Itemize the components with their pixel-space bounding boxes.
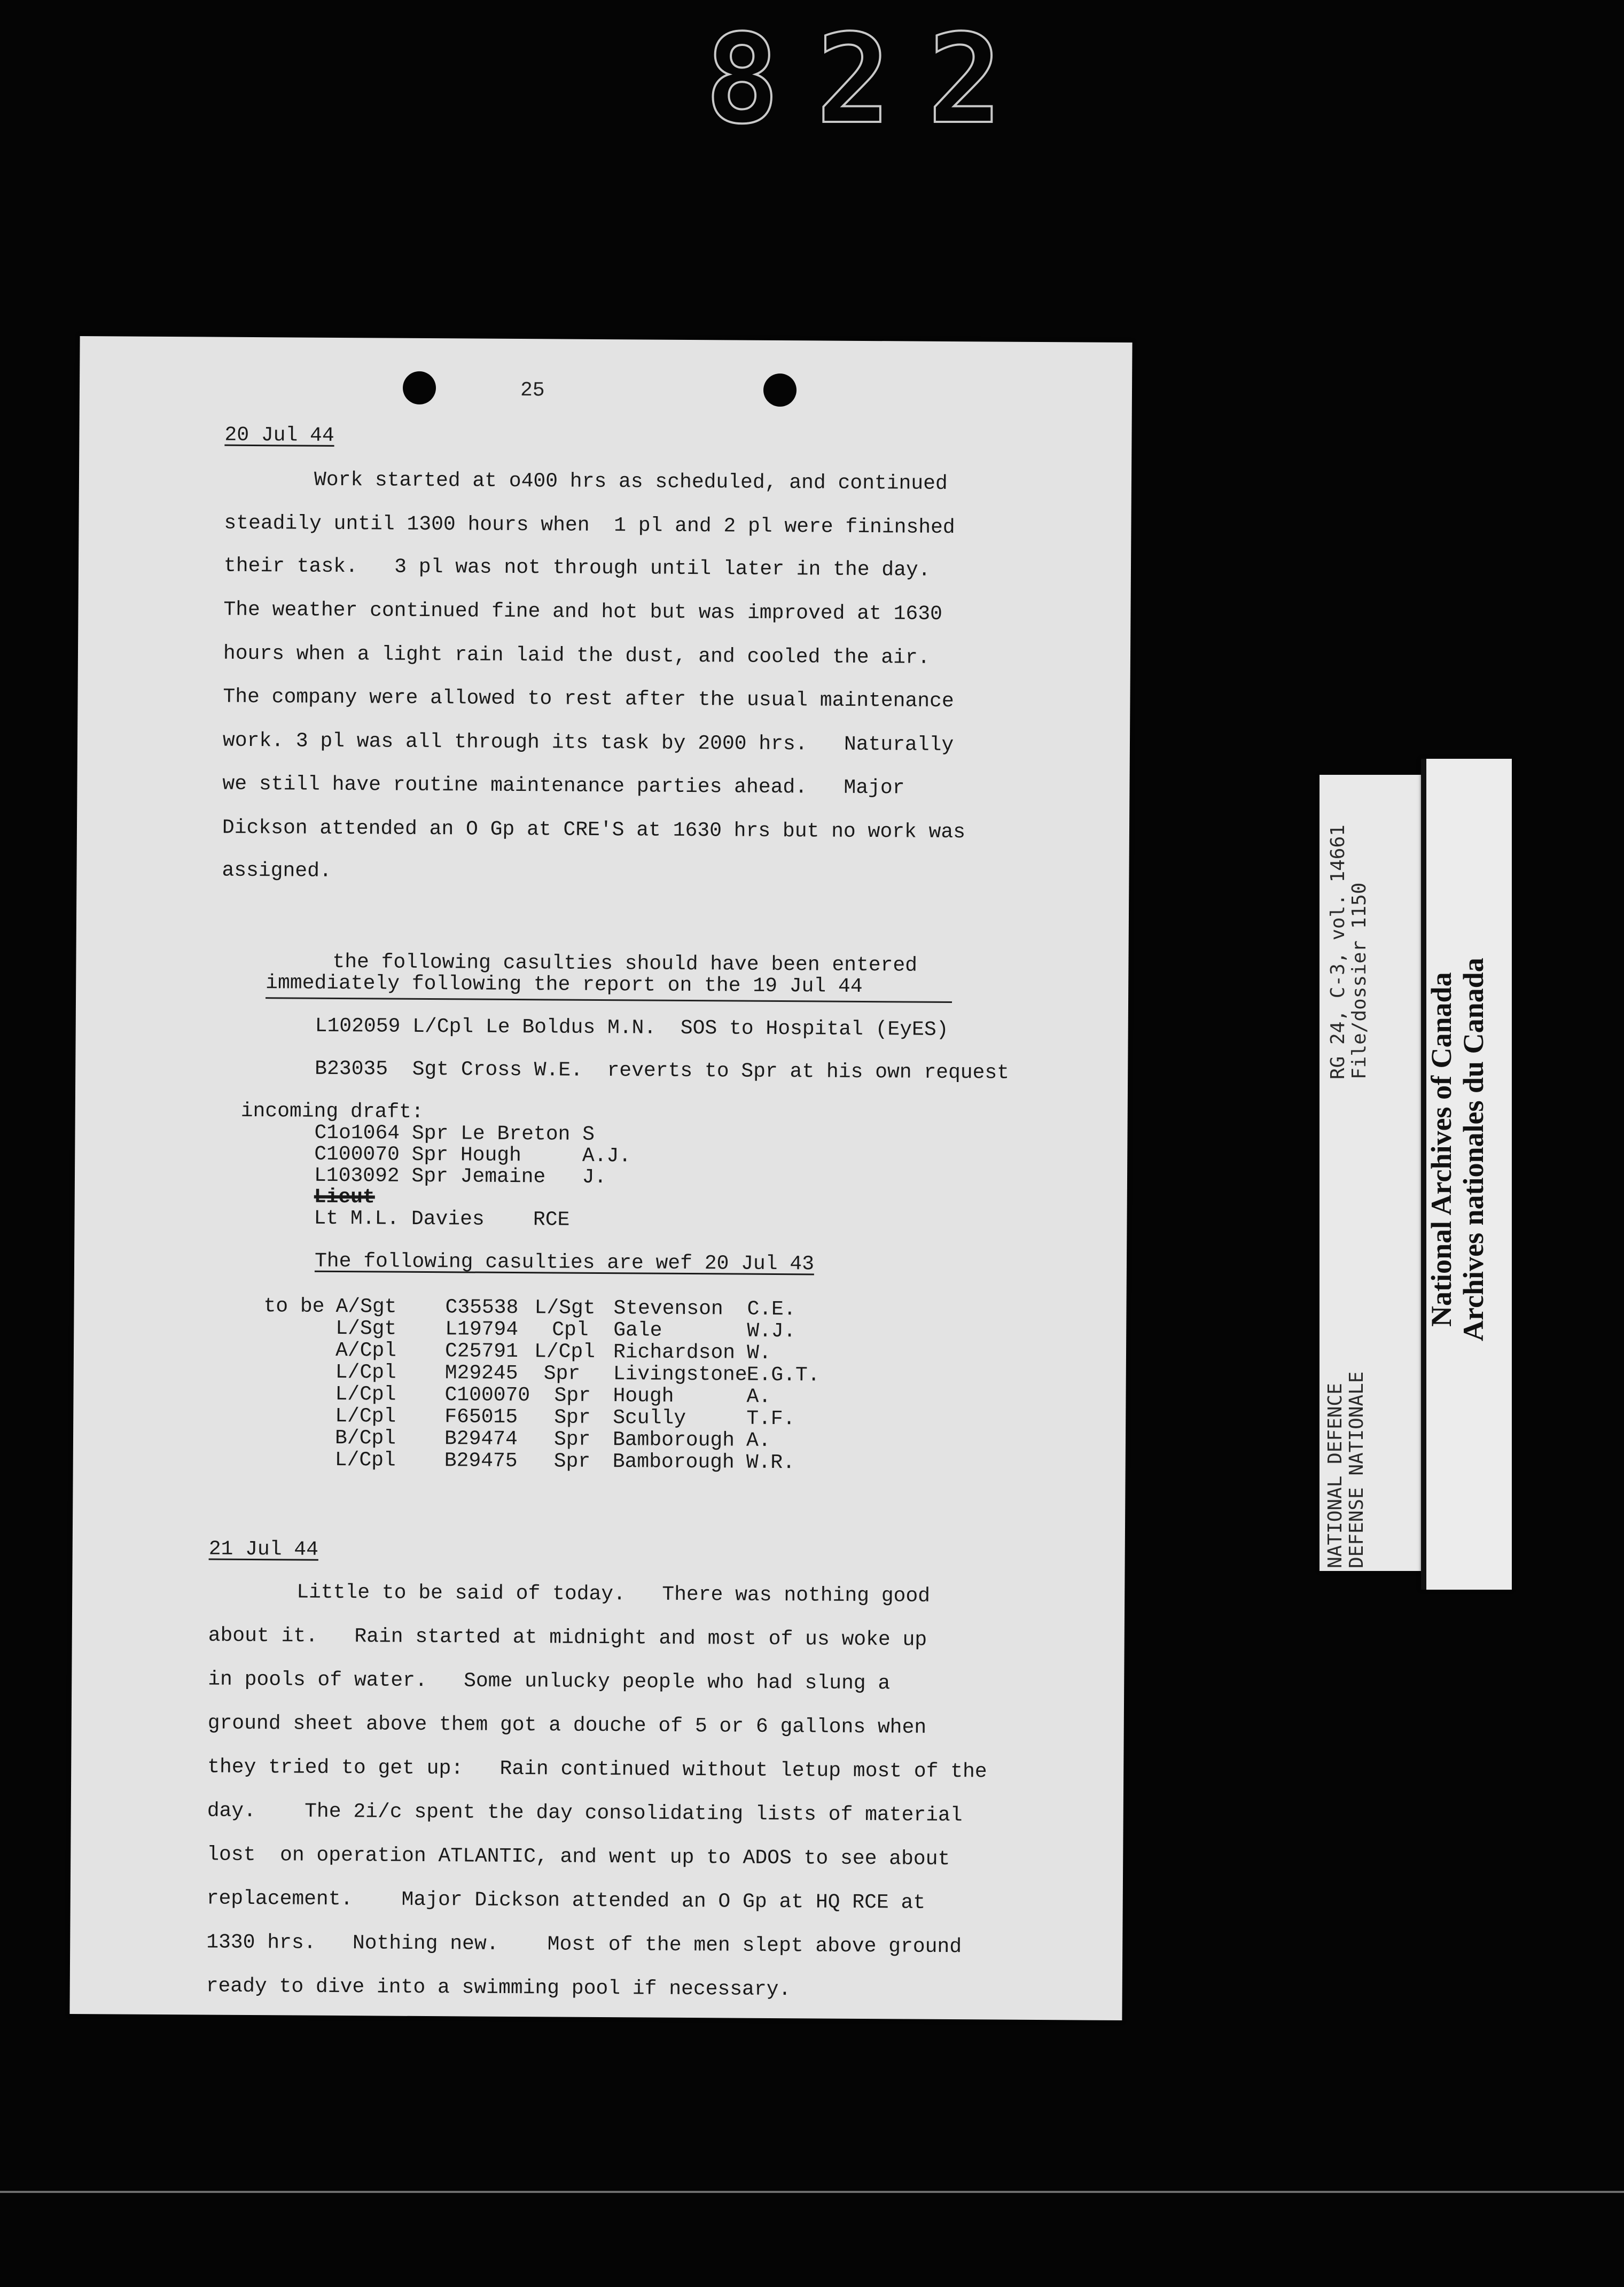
entry-line: The weather continued fine and hot but was improved at 1630 bbox=[223, 598, 943, 626]
soldier-initials: E.G.T. bbox=[746, 1363, 820, 1387]
entry-line: Work started at o400 hrs as scheduled, and continued bbox=[314, 468, 948, 495]
entry-line: hours when a light rain laid the dust, and cooled the air. bbox=[223, 642, 930, 670]
rank-to: A/Sgt bbox=[335, 1295, 397, 1319]
rank-to: L/Sgt bbox=[335, 1317, 397, 1341]
entry-line: we still have routine maintenance parties ahead. Major bbox=[222, 772, 905, 800]
wef-heading: The following casulties are wef 20 Jul 43 bbox=[314, 1249, 815, 1276]
rank-to: L/Cpl bbox=[335, 1404, 396, 1428]
service-number: B29475 bbox=[444, 1449, 518, 1473]
entry-date: 21 Jul 44 bbox=[208, 1537, 319, 1561]
document-page bbox=[69, 336, 1132, 2020]
soldier-initials: W.J. bbox=[747, 1319, 796, 1343]
note-line: the following casulties should have been entered bbox=[332, 950, 918, 977]
entry-date: 20 Jul 44 bbox=[224, 423, 334, 447]
rank-to: L/Cpl bbox=[335, 1360, 396, 1384]
archive-reference bbox=[1328, 824, 1370, 1079]
microfilm-frame-number: 822 bbox=[705, 9, 1040, 151]
soldier-name: Livingstone bbox=[613, 1363, 747, 1387]
soldier-name: Stevenson bbox=[613, 1297, 723, 1321]
service-number: B29474 bbox=[444, 1427, 518, 1451]
rank-from: Spr bbox=[553, 1428, 591, 1451]
soldier-initials: A. bbox=[746, 1429, 771, 1452]
entry-line: ready to dive into a swimming pool if necessary. bbox=[206, 1974, 791, 2002]
draft-line: C1o1064 Spr Le Breton S bbox=[314, 1121, 595, 1146]
soldier-name: Richardson bbox=[613, 1341, 736, 1365]
entry-line: lost on operation ATLANTIC, and went up to ADOS to see about bbox=[207, 1843, 950, 1871]
entry-line: steadily until 1300 hours when 1 pl and 2 pl were fininshed bbox=[224, 511, 955, 540]
entry-line: Dickson attended an O Gp at CRE'S at 1630 hrs but no work was bbox=[222, 816, 966, 844]
service-number: L19794 bbox=[445, 1318, 519, 1342]
entry-line: work. 3 pl was all through its task by 2000 hrs. Naturally bbox=[222, 729, 954, 757]
draft-line-struck: Lieut bbox=[314, 1185, 375, 1209]
entry-line: in pools of water. Some unlucky people who had slung a bbox=[208, 1668, 891, 1695]
page-number: 25 bbox=[520, 379, 545, 402]
archives-name bbox=[1425, 958, 1489, 1341]
rank-from: Spr bbox=[553, 1450, 591, 1473]
casualty-entry: L102059 L/Cpl Le Boldus M.N. SOS to Hospital (EyES) bbox=[315, 1014, 949, 1041]
service-number: M29245 bbox=[444, 1362, 518, 1386]
archive-reference-line: File/dossier 1150 bbox=[1348, 882, 1370, 1079]
entry-line: they tried to get up: Rain continued without letup most of the bbox=[207, 1755, 987, 1784]
entry-line: replacement. Major Dickson attended an O Gp at HQ RCE at bbox=[206, 1887, 926, 1915]
rank-from: L/Cpl bbox=[534, 1340, 596, 1364]
film-edge-line bbox=[0, 2191, 1624, 2193]
appointments-prefix: to be bbox=[263, 1295, 325, 1318]
defence-stamp-line: DEFENSE NATIONALE bbox=[1346, 1371, 1368, 1568]
entry-line: The company were allowed to rest after the usual maintenance bbox=[223, 685, 954, 713]
soldier-name: Hough bbox=[613, 1384, 674, 1408]
rank-from: Cpl bbox=[552, 1318, 589, 1342]
service-number: C35538 bbox=[445, 1296, 519, 1320]
soldier-name: Gale bbox=[613, 1319, 662, 1342]
archive-reference-line: RG 24, C-3, vol. 14661 bbox=[1327, 824, 1349, 1079]
rank-to: L/Cpl bbox=[335, 1382, 396, 1406]
rank-from: Spr bbox=[543, 1362, 581, 1386]
soldier-initials: A. bbox=[746, 1385, 771, 1409]
entry-line: Little to be said of today. There was nothing good bbox=[296, 1581, 931, 1608]
rank-from: L/Sgt bbox=[534, 1296, 596, 1320]
soldier-name: Scully bbox=[613, 1406, 686, 1430]
soldier-initials: W. bbox=[746, 1341, 771, 1365]
entry-line: about it. Rain started at midnight and most of us woke up bbox=[208, 1624, 927, 1652]
entry-line: ground sheet above them got a douche of 5 or 6 gallons when bbox=[207, 1712, 927, 1739]
punch-hole bbox=[403, 371, 436, 404]
rank-to: L/Cpl bbox=[334, 1448, 396, 1472]
archives-name-en: National Archives of Canada bbox=[1425, 972, 1457, 1327]
soldier-initials: W.R. bbox=[746, 1451, 795, 1475]
service-number: C100070 bbox=[444, 1383, 530, 1407]
archives-name-fr: Archives nationales du Canada bbox=[1457, 958, 1489, 1341]
draft-heading: incoming draft: bbox=[240, 1099, 424, 1124]
soldier-initials: C.E. bbox=[747, 1297, 796, 1321]
note-line: immediately following the report on the 19 Jul 44 bbox=[266, 971, 863, 998]
defence-stamp-line: NATIONAL DEFENCE bbox=[1324, 1383, 1346, 1568]
entry-line: day. The 2i/c spent the day consolidating lists of material bbox=[207, 1799, 963, 1827]
entry-line: assigned. bbox=[222, 859, 332, 883]
punch-hole bbox=[763, 374, 797, 407]
entry-line: 1330 hrs. Nothing new. Most of the men slept above ground bbox=[206, 1931, 962, 1959]
rank-from: Spr bbox=[554, 1406, 591, 1429]
draft-line: Lt M.L. Davies RCE bbox=[314, 1207, 570, 1232]
soldier-initials: T.F. bbox=[746, 1407, 795, 1431]
service-number: C25791 bbox=[444, 1340, 518, 1364]
rank-to: A/Cpl bbox=[335, 1339, 397, 1363]
soldier-name: Bamborough bbox=[612, 1450, 735, 1474]
entry-line: their task. 3 pl was not through until later in the day. bbox=[223, 554, 931, 582]
casualty-entry: B23035 Sgt Cross W.E. reverts to Spr at his own request bbox=[315, 1057, 1010, 1085]
defence-stamp bbox=[1325, 1372, 1368, 1568]
soldier-name: Bamborough bbox=[612, 1428, 735, 1452]
rank-to: B/Cpl bbox=[334, 1426, 396, 1450]
rank-from: Spr bbox=[554, 1384, 591, 1407]
draft-line: C100070 Spr Hough A.J. bbox=[314, 1142, 631, 1168]
service-number: F65015 bbox=[444, 1405, 518, 1429]
draft-line: L103092 Spr Jemaine J. bbox=[314, 1164, 607, 1189]
